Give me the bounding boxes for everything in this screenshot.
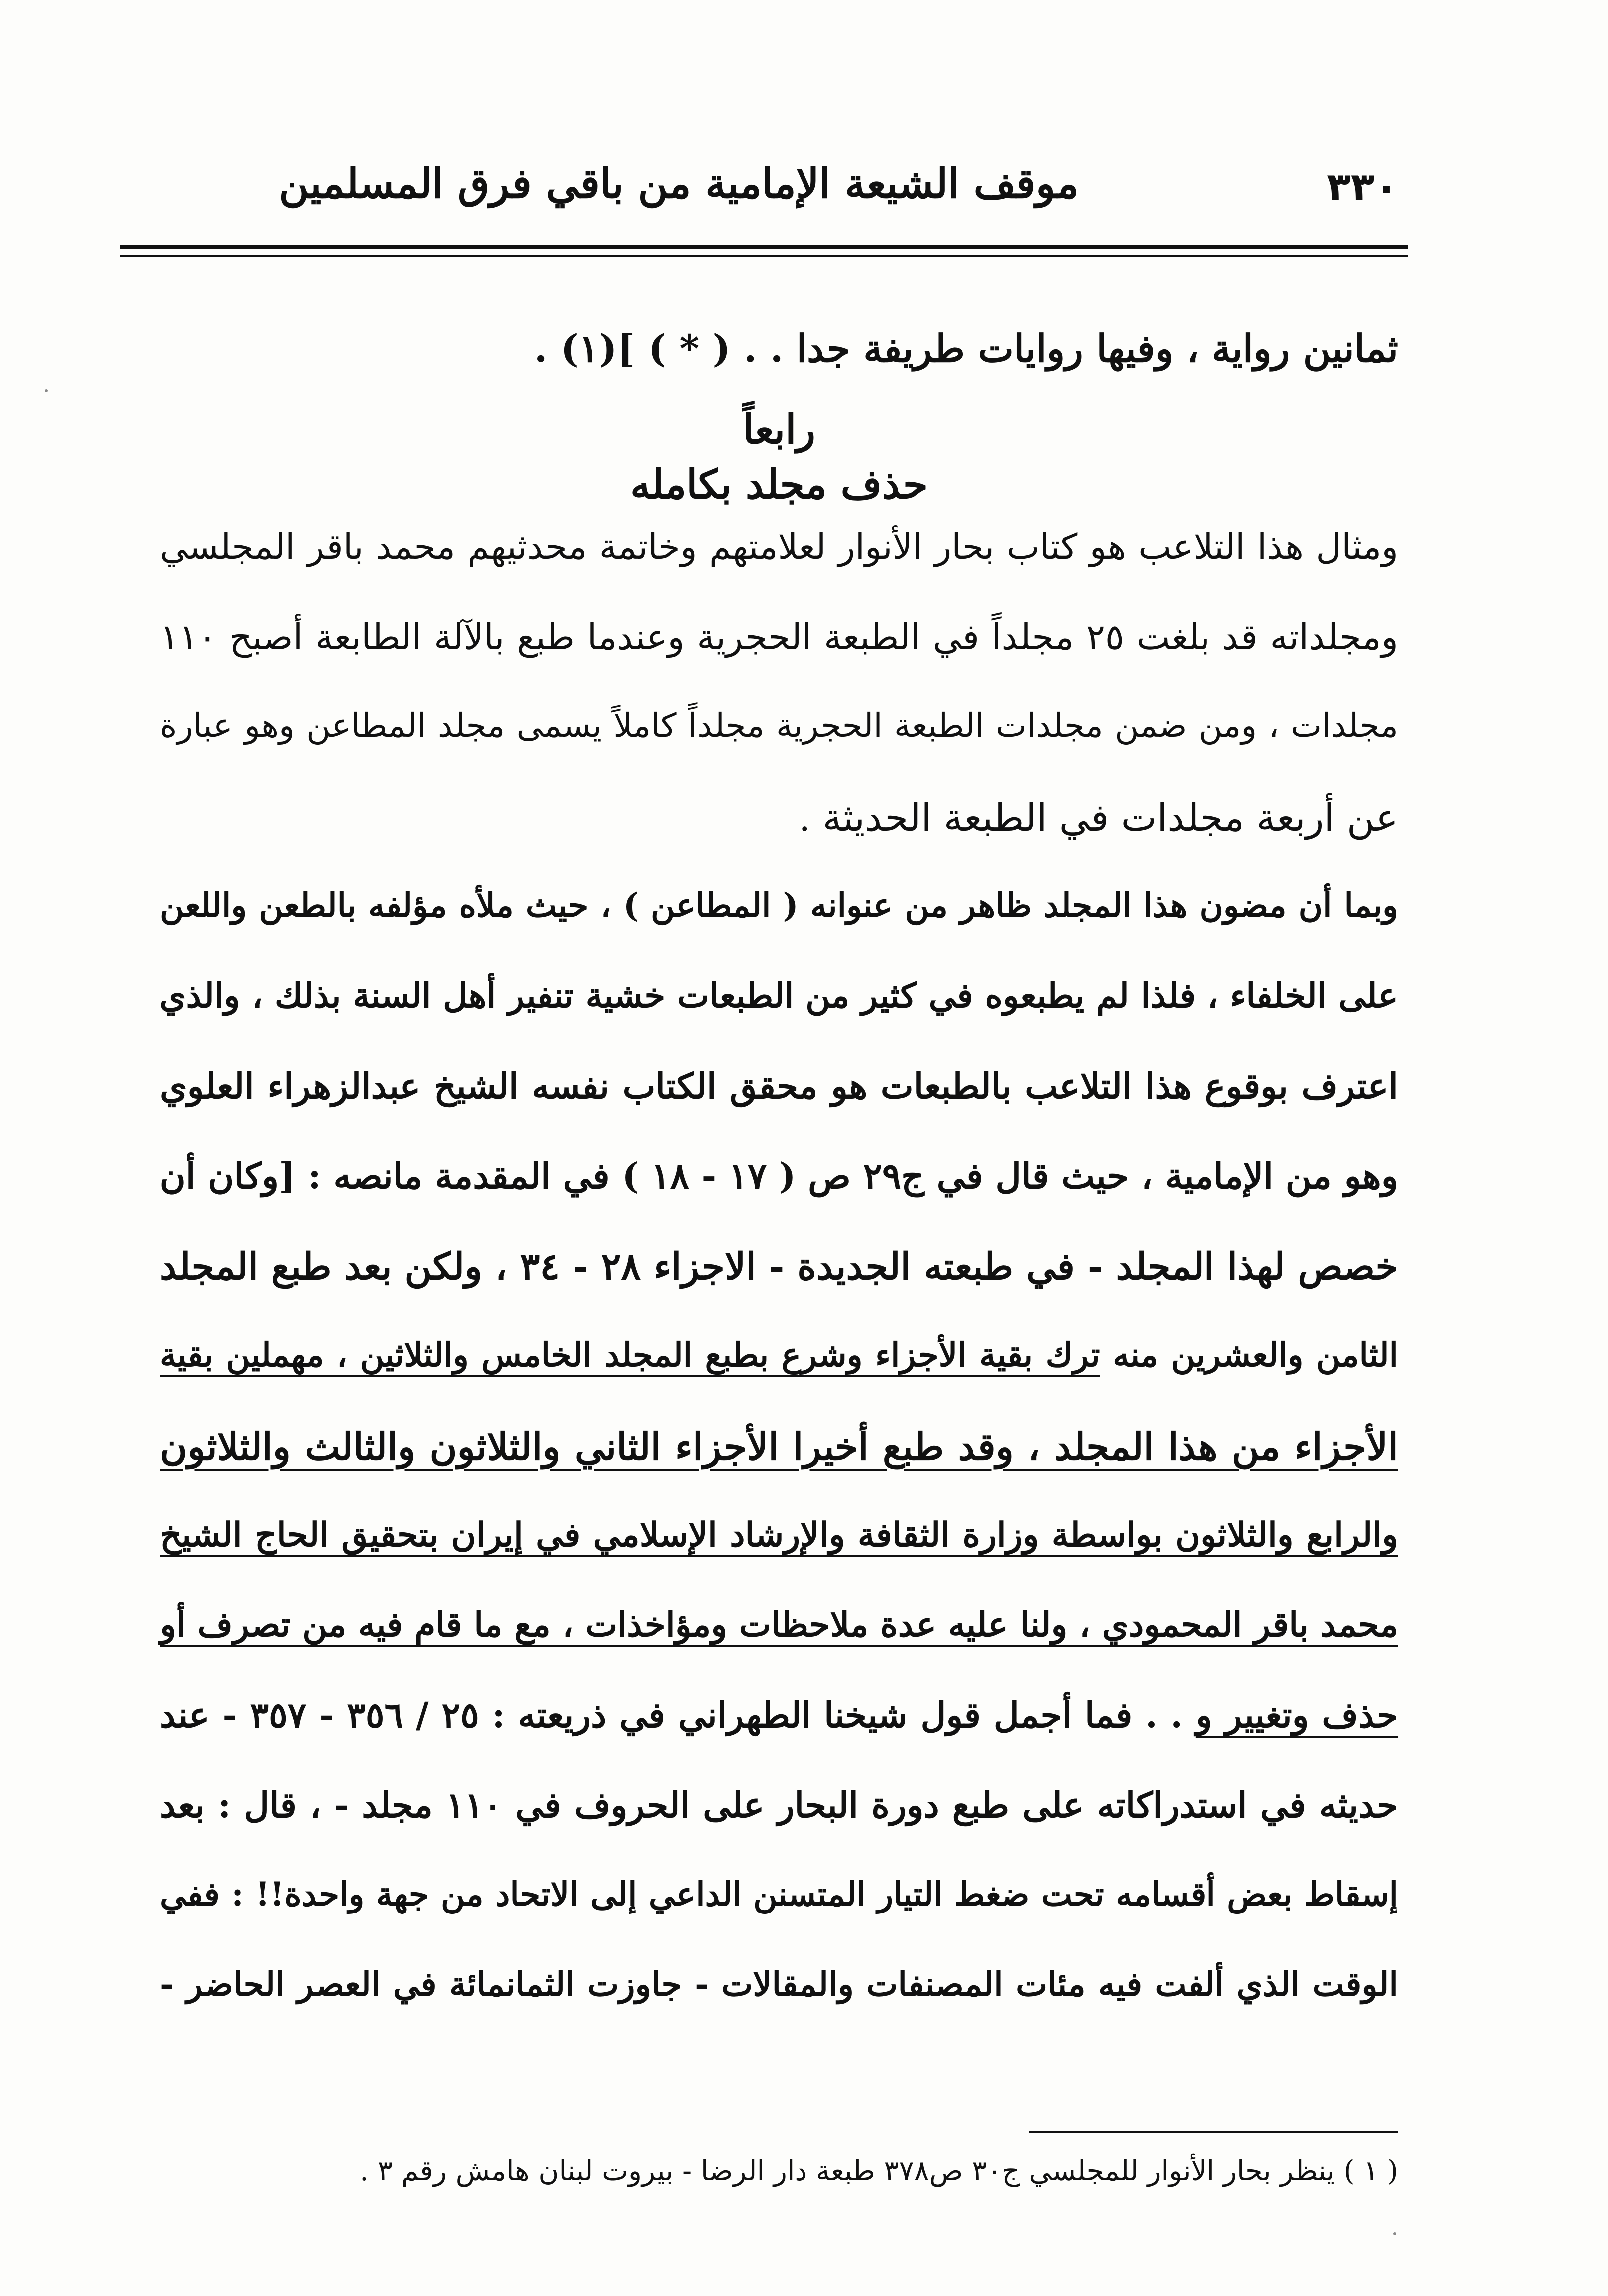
running-header [120, 160, 1398, 230]
text-line: مجلدات ، ومن ضمن مجلدات الطبعة الحجرية مجلداً كاملاً يسمى مجلد المطاعن وهو عبارة [160, 706, 1398, 745]
text-line [160, 1335, 1398, 1374]
text-line: ثمانين رواية ، وفيها روايات طريفة جدا . . ( * ) ](١) . [534, 326, 1398, 371]
text-segment: الثامن والعشرين منه [1100, 1335, 1398, 1374]
text-line [160, 1425, 1398, 1469]
text-line [160, 1515, 1398, 1555]
footnote-rule [1029, 2131, 1398, 2133]
text-line: وهو من الإمامية ، حيث قال في ج٢٩ ص ( ١٧ - ١٨ ) في المقدمة مانصه : [وكان أن [159, 1155, 1398, 1197]
underlined-text: حذف وتغيير و [1195, 1694, 1399, 1736]
footnote: ( ١ ) ينظر بحار الأنوار للمجلسي ج٣٠ ص٣٧٨ طبعة دار الرضا - بيروت لبنان هامش رقم ٣ . [360, 2155, 1398, 2187]
scan-speck [1393, 2232, 1396, 2235]
running-title: موقف الشيعة الإمامية من باقي فرق المسلمين [279, 160, 1079, 208]
underlined-text: والرابع والثلاثون بواسطة وزارة الثقافة والإرشاد الإسلامي في إيران بتحقيق الحاج الشيخ [160, 1515, 1398, 1555]
scan-speck [45, 389, 48, 392]
section-number-heading: رابعاً [742, 406, 816, 453]
text-line: إسقاط بعض أقسامه تحت ضغط التيار المتسنن الداعي إلى الاتحاد من جهة واحدة!! : ففي [160, 1875, 1398, 1913]
underlined-text: ترك بقية الأجزاء وشرع بطبع المجلد الخامس والثلاثين ، مهملين بقية [160, 1335, 1100, 1374]
text-line: خصص لهذا المجلد - في طبعته الجديدة - الاجزاء ٢٨ - ٣٤ ، ولكن بعد طبع المجلد [160, 1245, 1398, 1288]
text-line: ومثال هذا التلاعب هو كتاب بحار الأنوار لعلامتهم وخاتمة محدثيهم محمد باقر المجلسي [160, 526, 1398, 567]
text-line: عن أربعة مجلدات في الطبعة الحديثة . [799, 795, 1398, 840]
text-line: اعترف بوقوع هذا التلاعب بالطبعات هو محقق الكتاب نفسه الشيخ عبدالزهراء العلوي [160, 1065, 1398, 1107]
text-line: حديثه في استدراكاته على طبع دورة البحار على الحروف في ١١٠ مجلد - ، قال : بعد [160, 1784, 1398, 1826]
underlined-text: محمد باقر المحمودي ، ولنا عليه عدة ملاحظات ومؤاخذات ، مع ما قام فيه من تصرف أو [160, 1605, 1398, 1645]
text-line: وبما أن مضون هذا المجلد ظاهر من عنوانه ( المطاعن ) ، حيث ملأه مؤلفه بالطعن واللعن [160, 886, 1398, 925]
text-line: ومجلداته قد بلغت ٢٥ مجلداً في الطبعة الحجرية وعندما طبع بالآلة الطابعة أصبح ١١٠ [160, 616, 1398, 658]
text-line [160, 1605, 1398, 1645]
section-title-heading: حذف مجلد بكامله [630, 461, 928, 508]
text-line: على الخلفاء ، فلذا لم يطبعوه في كثير من الطبعات خشية تنفير أهل السنة بذلك ، والذي [159, 976, 1398, 1016]
text-line [160, 1694, 1399, 1736]
page-number: ٣٣٠ [1327, 165, 1398, 210]
text-segment: . . فما أجمل قول شيخنا الطهراني في ذريعته : ٢٥ / ٣٥٦ - ٣٥٧ - عند [160, 1694, 1196, 1736]
header-rule-thin [120, 255, 1408, 257]
text-line: الوقت الذي ألفت فيه مئات المصنفات والمقالات - جاوزت الثمانمائة في العصر الحاضر - [160, 1964, 1398, 2004]
header-rule [120, 245, 1408, 249]
underlined-text: الأجزاء من هذا المجلد ، وقد طبع أخيرا الأجزاء الثاني والثلاثون والثالث والثلاثون [160, 1425, 1398, 1469]
